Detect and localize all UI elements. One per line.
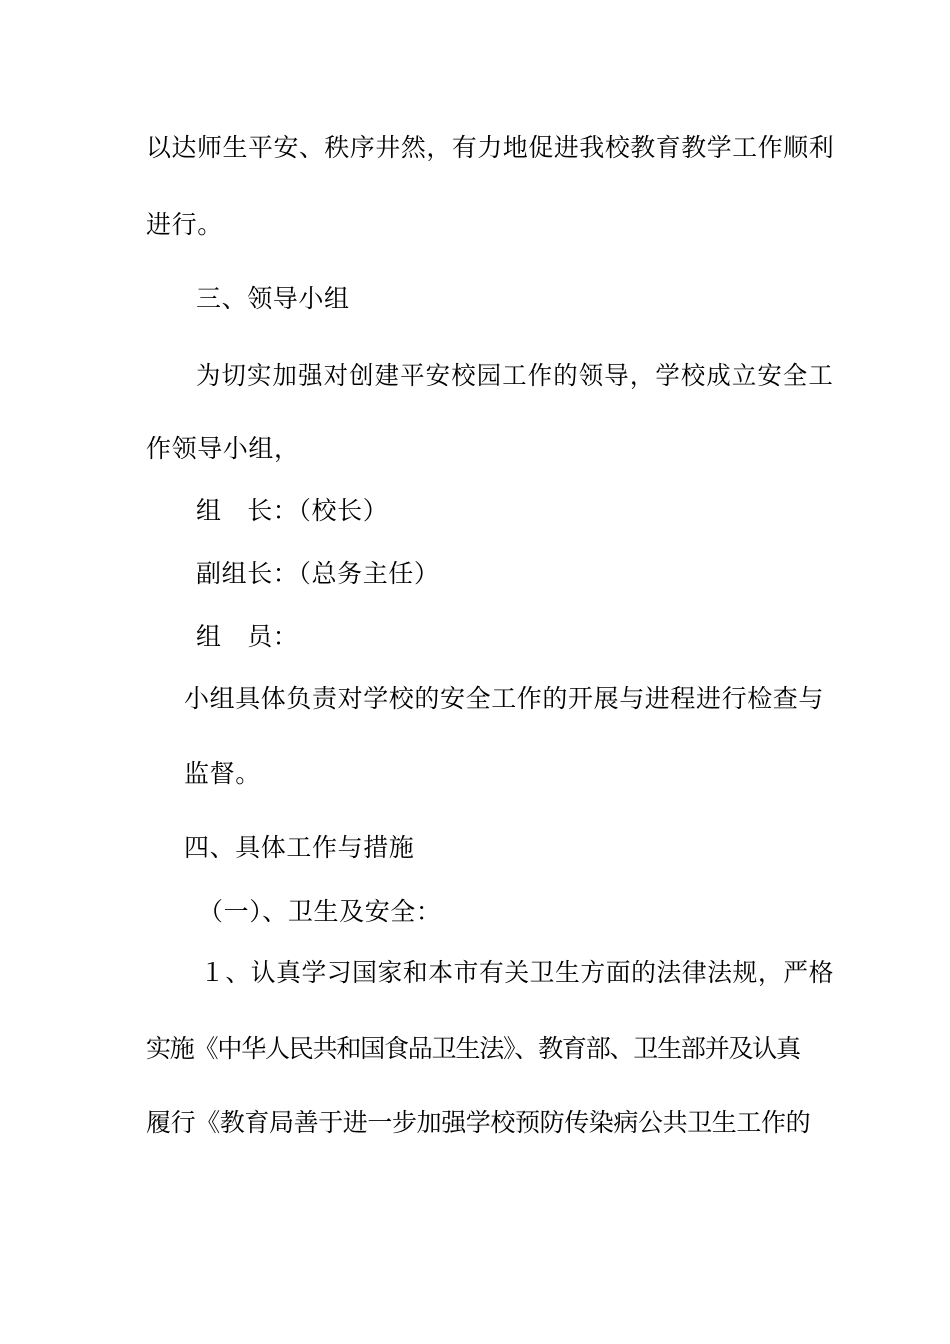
subsection-heading: （一）、卫生及安全： xyxy=(198,897,442,926)
group-members-line: 组 员： xyxy=(196,622,299,651)
section-heading: 三、领导小组 xyxy=(196,284,350,313)
paragraph-line: 以达师生平安、秩序井然，有力地促进我校教育教学工作顺利 xyxy=(146,133,835,162)
paragraph-line: 进行。 xyxy=(146,210,223,239)
paragraph-line: 小组具体负责对学校的安全工作的开展与进程进行检查与 xyxy=(184,684,825,713)
paragraph-line: 作领导小组， xyxy=(146,434,300,463)
paragraph-line: 履行《教育局善于进一步加强学校预防传染病公共卫生工作的 xyxy=(146,1108,811,1137)
section-heading: 四、具体工作与措施 xyxy=(184,833,415,862)
paragraph-line: １、认真学习国家和本市有关卫生方面的法律法规，严格 xyxy=(200,958,834,987)
paragraph-line: 为切实加强对创建平安校园工作的领导，学校成立安全工 xyxy=(196,361,834,390)
paragraph-line: 监督。 xyxy=(184,759,261,788)
deputy-leader-line: 副组长：（总务主任） xyxy=(196,559,440,588)
paragraph-line: 实施《中华人民共和国食品卫生法》、教育部、卫生部并及认真 xyxy=(146,1034,800,1063)
group-leader-line: 组 长：（校长） xyxy=(196,496,389,525)
